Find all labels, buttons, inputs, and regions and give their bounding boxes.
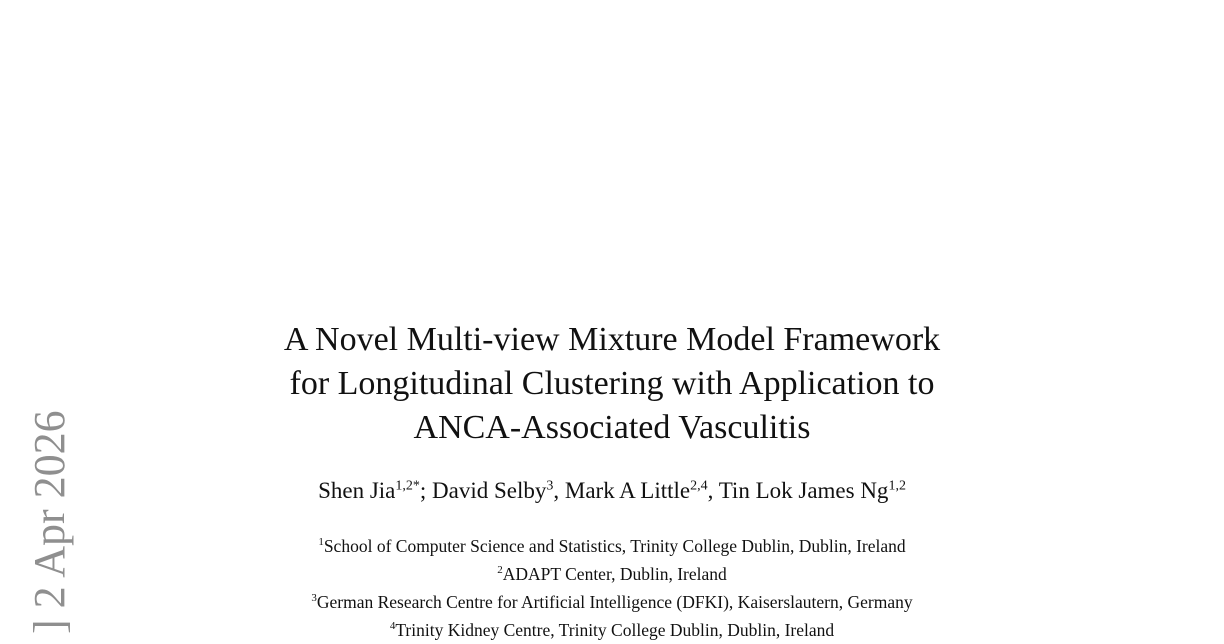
author-affiliation-marks: 1,2* xyxy=(395,478,420,494)
author-affiliation-marks: 2,4 xyxy=(690,478,708,494)
author-name: Tin Lok James Ng xyxy=(718,478,889,503)
author-affiliation-marks: 3 xyxy=(546,478,554,494)
affiliation-mark: 3 xyxy=(311,592,317,605)
author-affiliation-marks: 1,2 xyxy=(888,478,906,494)
affiliation-mark: 4 xyxy=(389,620,396,633)
affiliation-text: German Research Centre for Artificial Intelligence (DFKI), Kaiserslautern, Germany xyxy=(316,592,913,612)
title-line: for Longitudinal Clustering with Application to xyxy=(289,365,935,402)
author-separator: , xyxy=(707,478,719,503)
affiliation-text: ADAPT Center, Dublin, Ireland xyxy=(502,564,727,584)
title-line: ANCA-Associated Vasculitis xyxy=(413,409,811,446)
affiliation-item xyxy=(0,588,1224,616)
affiliation-list xyxy=(0,532,1224,644)
arxiv-sidebar-stamp: ] 2 Apr 2026 xyxy=(25,410,74,634)
affiliation-text: Trinity Kidney Centre, Trinity College Dublin, Dublin, Ireland xyxy=(395,620,835,640)
affiliation-mark: 2 xyxy=(497,564,503,577)
paper-title xyxy=(262,318,962,450)
affiliation-mark: 1 xyxy=(318,536,324,549)
affiliation-item xyxy=(0,532,1224,560)
author-separator: ; xyxy=(419,478,433,503)
title-line: A Novel Multi-view Mixture Model Framework xyxy=(283,321,941,358)
affiliation-item xyxy=(0,616,1224,644)
author-name: David Selby xyxy=(432,478,547,503)
affiliation-item xyxy=(0,560,1224,588)
author-separator: , xyxy=(553,478,565,503)
author-name: Shen Jia xyxy=(318,478,396,503)
affiliation-text: School of Computer Science and Statistics, Trinity College Dublin, Dublin, Ireland xyxy=(323,536,906,556)
paper-header xyxy=(0,318,1224,644)
author-name: Mark A Little xyxy=(564,478,691,503)
author-list xyxy=(0,476,1224,506)
corresponding-author-mark: * xyxy=(412,478,420,494)
